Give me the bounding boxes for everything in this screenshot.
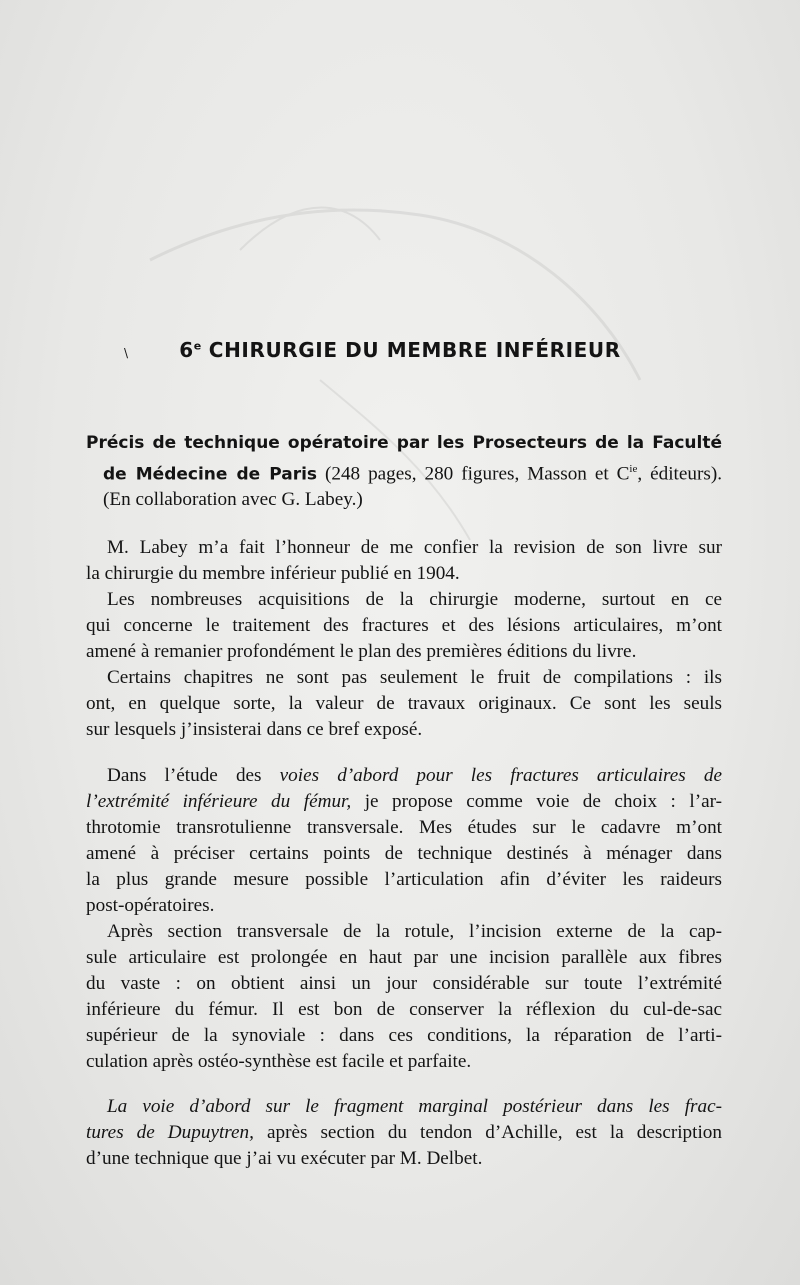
- p2-line: throtomie transrotulienne transversale. Mes études sur le cadavre m’ont: [86, 817, 722, 838]
- p1-line: sur lesquels j’insisterai dans ce bref exposé.: [86, 719, 423, 740]
- paragraph-1: [86, 535, 722, 743]
- bibliographic-reference: [86, 430, 722, 513]
- reference-line-1: [86, 430, 722, 456]
- p2-line1-italic: voies d’abord pour les fractures articulaires de: [279, 765, 722, 786]
- reference-details: (248 pages, 280 figures, Masson et C: [324, 463, 630, 485]
- paragraph-2: [86, 763, 722, 1075]
- p1-line: M. Labey m’a fait l’honneur de me confier la revision de son livre sur: [107, 537, 722, 558]
- p2-line: Après section transversale de la rotule, l’incision externe de la cap-: [107, 921, 722, 942]
- section-number: 6: [179, 338, 194, 362]
- p2-line: supérieur de la synoviale : dans ces conditions, la réparation de l’arti-: [86, 1025, 722, 1046]
- p3-line: [86, 1094, 722, 1120]
- p3-line2-italic: tures de Dupuytren,: [86, 1122, 254, 1143]
- p1-line: ont, en quelque sorte, la valeur de travaux originaux. Ce sont les seuls: [86, 693, 722, 714]
- p2-line: du vaste : on obtient ainsi un jour considérable sur toute l’extrémité: [86, 973, 722, 994]
- p1-line: la chirurgie du membre inférieur publié en 1904.: [86, 563, 460, 584]
- p2-line1-pre: Dans l’étude des: [107, 765, 280, 786]
- reference-collab: (En collaboration avec G. Labey.): [103, 489, 363, 511]
- p2-line2-post: je propose comme voie de choix : l’ar-: [351, 791, 722, 812]
- p1-line: qui concerne le traitement des fractures et des lésions articulaires, m’ont: [86, 615, 722, 636]
- p2-line: [86, 763, 722, 789]
- p3-line: d’une technique que j’ai vu exécuter par M. Delbet.: [86, 1148, 483, 1169]
- p2-line: [86, 789, 722, 815]
- section-title: CHIRURGIE DU MEMBRE INFÉRIEUR: [208, 338, 621, 362]
- p1-line: Certains chapitres ne sont pas seulement le fruit de compilations : ils: [107, 667, 722, 688]
- reference-line-2: [86, 456, 722, 487]
- p2-line: post-opératoires.: [86, 895, 215, 916]
- p1-line: Les nombreuses acquisitions de la chirurgie moderne, surtout en ce: [107, 589, 722, 610]
- p3-line1-italic: La voie d’abord sur le fragment marginal postérieur dans les frac-: [107, 1096, 722, 1117]
- p2-line2-italic: l’extrémité inférieure du fémur,: [86, 791, 352, 812]
- reference-details-sup: ie: [629, 463, 638, 475]
- section-heading: [0, 338, 800, 362]
- section-ordinal: e: [193, 339, 202, 353]
- paragraph-3: [86, 1094, 722, 1172]
- p3-line2-post: après section du tendon d’Achille, est la description: [253, 1122, 722, 1143]
- reference-details-end: , éditeurs).: [637, 463, 723, 485]
- margin-tick: \: [124, 346, 129, 360]
- p3-line: [86, 1120, 722, 1146]
- p2-line: la plus grande mesure possible l’articulation afin d’éviter les raideurs: [86, 869, 722, 890]
- reference-title-cont: de Médecine de Paris: [103, 464, 318, 485]
- p2-line: inférieure du fémur. Il est bon de conserver la réflexion du cul-de-sac: [86, 999, 722, 1020]
- p1-line: amené à remanier profondément le plan des premières éditions du livre.: [86, 641, 637, 662]
- p2-line: amené à préciser certains points de technique destinés à ménager dans: [86, 843, 722, 864]
- p2-line: culation après ostéo-synthèse est facile et parfaite.: [86, 1051, 472, 1072]
- reference-title: Précis de technique opératoire par les Prosecteurs de la Faculté: [86, 433, 722, 453]
- p2-line: sule articulaire est prolongée en haut par une incision parallèle aux fibres: [86, 947, 722, 968]
